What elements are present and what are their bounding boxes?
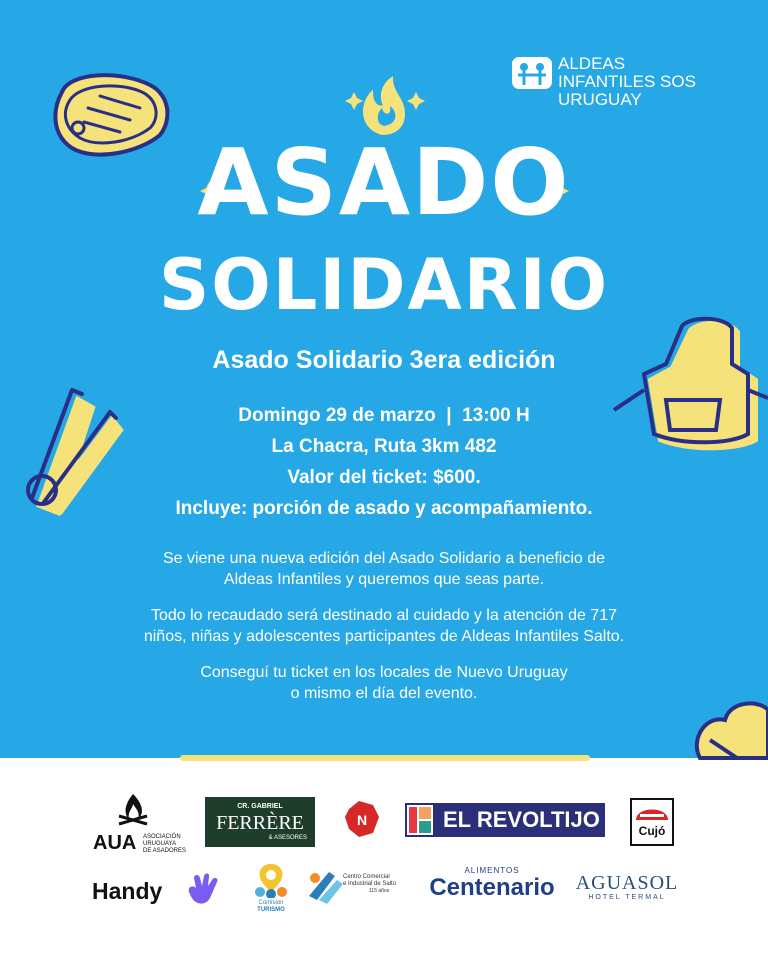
revoltijo-logo-icon [407,805,433,835]
aua-name: AUA [93,832,137,854]
sos-children-icon [512,57,552,89]
cujo-logo-icon [632,800,672,822]
hand-icon [184,872,220,908]
ferrere-name: FERRÈRE [216,812,304,834]
event-price: Valor del ticket: $600. [287,467,481,488]
org-line-3: URUGUAY [558,90,642,109]
turismo-line-2: TURISMO [257,907,285,913]
flame-icon [364,78,404,134]
event-place: La Chacra, Ruta 3km 482 [271,436,497,457]
sponsor-uruguay-map [343,799,381,839]
aua-sub-2: URUGUAYA [143,841,177,847]
centro-line-1: Centro Comercial [343,874,390,880]
svg-text:N: N [356,812,368,828]
org-line-2: INFANTILES SOS [558,72,696,91]
paragraph-1-line-2: Aldeas Infantiles y queremos que seas parte. [223,571,545,588]
org-name [558,55,768,109]
sponsor-revoltijo [405,803,605,837]
centro-line-3: 115 años [369,888,390,894]
title-line-1: ASADO [197,129,571,236]
event-details [0,400,768,524]
accent-underline [180,755,590,761]
revoltijo-name: EL REVOLTIJO [443,807,600,832]
sponsor-ferrere [205,797,315,847]
aua-sub-3: DE ASADORES [143,848,187,854]
subtitle: Asado Solidario 3era edición [212,346,556,374]
paragraph-2 [0,605,768,647]
centro-comercial-icon [305,866,345,906]
handy-name: Handy [92,878,163,904]
sponsor-centenario [422,866,562,906]
sponsor-centro-comercial [305,866,405,906]
centenario-name: Centenario [429,874,555,901]
location-pin-icon [246,862,296,898]
turismo-line-1: Comisión [258,900,284,906]
paragraph-2-line-2: niños, niñas y adolescentes participantes de Aldeas Infantiles Salto. [143,628,625,645]
paragraph-2-line-1: Todo lo recaudado será destinado al cuidado y la atención de 717 [150,607,618,624]
sponsor-cujo [630,798,674,846]
aguasol-sub: HOTEL TERMAL [588,894,666,901]
title-line-2: SOLIDARIO [158,244,610,326]
paragraph-3 [0,662,768,704]
sponsor-turismo [246,862,296,920]
event-includes: Incluye: porción de asado y acompañamiento. [175,498,593,519]
ferrere-sub: & ASESORES [268,835,307,841]
uruguay-map-icon [343,799,381,839]
paragraph-3-line-2: o mismo el día del evento. [290,685,478,702]
paragraph-1 [0,548,768,590]
aua-sub-1: ASOCIACIÓN [143,834,181,840]
description [0,548,768,719]
sponsor-handy [92,872,227,912]
sponsor-aua [93,790,193,860]
org-line-1: ALDEAS [558,54,626,73]
ferrere-top: CR. GABRIEL [237,803,283,810]
aguasol-name: AGUASOL [575,872,679,894]
paragraph-3-line-1: Conseguí tu ticket en los locales de Nuevo Uruguay [200,664,568,681]
event-date-time: Domingo 29 de marzo | 13:00 H [238,405,530,426]
sponsor-aguasol [572,872,682,908]
paragraph-1-line-1: Se viene una nueva edición del Asado Solidario a beneficio de [162,550,606,567]
centenario-top: ALIMENTOS [464,866,520,875]
fire-icon [113,790,153,830]
cujo-name: Cujó [638,824,666,838]
centro-line-2: e Industrial de Salto [343,881,397,887]
